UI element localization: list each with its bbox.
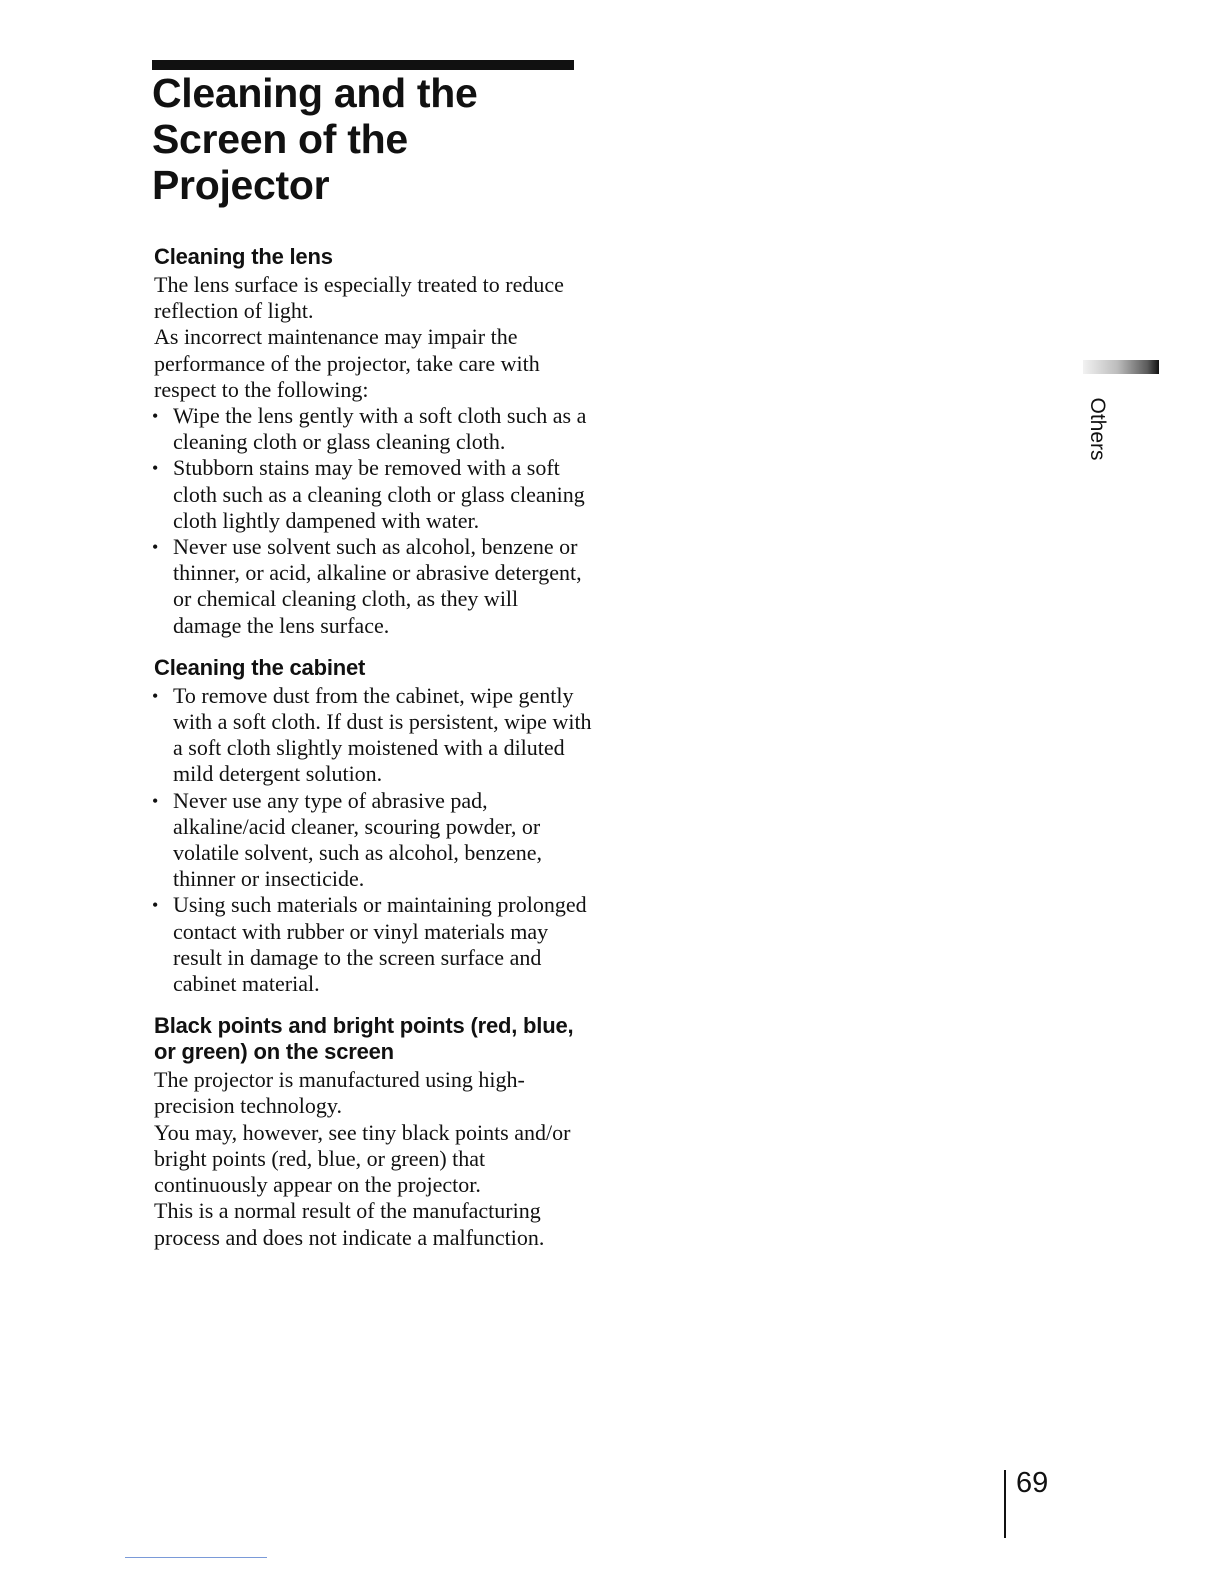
main-content (152, 244, 592, 1267)
list-item: • Never use any type of abrasive pad, alkaline/acid cleaner, scouring powder, or volatile solvent, such as alcohol, benzene, thinner or insecticide. (152, 788, 592, 893)
section-heading: Black points and bright points (red, blue, or green) on the screen (154, 1013, 574, 1065)
paragraph: The lens surface is especially treated to reduce reflection of light. (154, 272, 564, 324)
list-item: • Wipe the lens gently with a soft cloth such as a cleaning cloth or glass cleaning cloth. (152, 403, 592, 455)
paragraph: As incorrect maintenance may impair the performance of the projector, take care with respect to the following: (154, 324, 540, 402)
page-title-line: Cleaning and the (152, 70, 478, 116)
bullet-list (152, 403, 592, 639)
list-item: • Using such materials or maintaining prolonged contact with rubber or vinyl materials may result in damage to the screen surface and cabinet material. (152, 892, 592, 997)
paragraph: This is a normal result of the manufacturing process and does not indicate a malfunction. (154, 1198, 545, 1250)
page-title-line: Projector (152, 162, 330, 208)
section-cleaning-cabinet (152, 655, 592, 997)
bullet-list (152, 683, 592, 997)
section-cleaning-lens (152, 244, 592, 639)
paragraph: You may, however, see tiny black points and/or bright points (red, blue, or green) that continuously appear on the projector. (154, 1119, 571, 1198)
page-number-rule (1004, 1470, 1006, 1538)
footer-line (125, 1557, 267, 1558)
page-title (152, 70, 582, 208)
page-title-line: Screen of the (152, 116, 408, 162)
list-item: • Stubborn stains may be removed with a soft cloth such as a cleaning cloth or glass cleaning cloth lightly dampened with water. (152, 455, 592, 534)
section-black-bright-points (152, 1013, 592, 1250)
list-item: • To remove dust from the cabinet, wipe gently with a soft cloth. If dust is persistent, wipe with a soft cloth slightly moistened with a diluted mild detergent solution. (152, 683, 592, 788)
side-tab-marker (1083, 360, 1159, 374)
side-tab-label: Others (1086, 397, 1109, 461)
title-rule (152, 60, 574, 70)
page-number: 69 (1016, 1467, 1049, 1499)
list-item: • Never use solvent such as alcohol, benzene or thinner, or acid, alkaline or abrasive detergent, or chemical cleaning cloth, as they will damage the lens surface. (152, 534, 592, 639)
section-heading: Cleaning the cabinet (154, 654, 366, 680)
paragraph: The projector is manufactured using high-precision technology. (154, 1067, 525, 1119)
section-heading: Cleaning the lens (154, 244, 333, 269)
